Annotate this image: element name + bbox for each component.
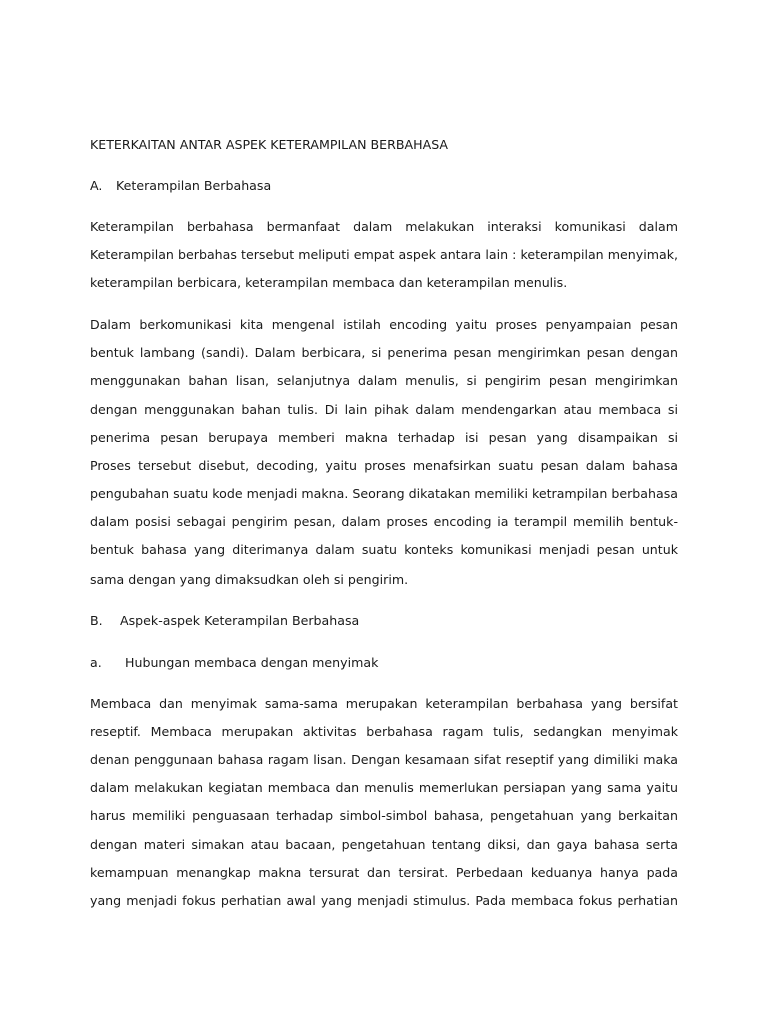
para2-line: menggunakan bahan lisan, selanjutnya dalam menulis, si pengirim pesan mengirimkan <box>90 373 678 388</box>
section-b-heading <box>90 612 359 630</box>
para3-line: dalam melakukan kegiatan membaca dan menulis memerlukan persiapan yang sama yaitu <box>90 780 678 795</box>
para2-line: sama dengan yang dimaksudkan oleh si pengirim. <box>90 572 409 587</box>
section-a-heading <box>90 177 271 195</box>
para3-line: harus memiliki penguasaan terhadap simbol-simbol bahasa, pengetahuan yang berkaitan <box>90 808 678 823</box>
section-b-marker: B. <box>90 613 103 628</box>
section-a-title: Keterampilan Berbahasa <box>116 178 272 193</box>
para3-line: Membaca dan menyimak sama-sama merupakan keterampilan berbahasa yang bersifat <box>90 696 678 711</box>
document-title: KETERKAITAN ANTAR ASPEK KETERAMPILAN BERBAHASA <box>90 137 449 152</box>
para2-line: dalam posisi sebagai pengirim pesan, dalam proses encoding ia terampil memilih bentuk- <box>90 514 678 529</box>
para1-line: Keterampilan berbahasa bermanfaat dalam melakukan interaksi komunikasi dalam <box>90 219 678 234</box>
para2-line: pengubahan suatu kode menjadi makna. Seorang dikatakan memiliki ketrampilan berbahasa <box>90 486 678 501</box>
subsection-a-heading <box>90 654 378 672</box>
section-b-title: Aspek-aspek Keterampilan Berbahasa <box>120 613 360 628</box>
subsection-a-marker: a. <box>90 655 102 670</box>
para3-line: yang menjadi fokus perhatian awal yang menjadi stimulus. Pada membaca fokus perhatian <box>90 893 678 908</box>
subsection-a-title: Hubungan membaca dengan menyimak <box>125 655 379 670</box>
para2-line: Proses tersebut disebut, decoding, yaitu proses menafsirkan suatu pesan dalam bahasa <box>90 458 678 473</box>
para3-line: kemampuan menangkap makna tersurat dan tersirat. Perbedaan keduanya hanya pada <box>90 865 678 880</box>
para1-line: keterampilan berbicara, keterampilan membaca dan keterampilan menulis. <box>90 275 568 290</box>
para1-line: Keterampilan berbahas tersebut meliputi empat aspek antara lain : keterampilan menyimak, <box>90 247 678 262</box>
document-page <box>90 0 678 1024</box>
para2-line: dengan menggunakan bahan tulis. Di lain pihak dalam mendengarkan atau membaca si <box>90 402 678 417</box>
section-a-marker: A. <box>90 178 103 193</box>
para2-line: bentuk bahasa yang diterimanya dalam suatu konteks komunikasi menjadi pesan untuk <box>90 542 678 557</box>
para3-line: reseptif. Membaca merupakan aktivitas berbahasa ragam tulis, sedangkan menyimak <box>90 724 678 739</box>
para3-line: denan penggunaan bahasa ragam lisan. Dengan kesamaan sifat reseptif yang dimiliki maka <box>90 752 678 767</box>
para3-line: dengan materi simakan atau bacaan, pengetahuan tentang diksi, dan gaya bahasa serta <box>90 837 678 852</box>
para2-line: bentuk lambang (sandi). Dalam berbicara, si penerima pesan mengirimkan pesan dengan <box>90 345 678 360</box>
para2-line: Dalam berkomunikasi kita mengenal istilah encoding yaitu proses penyampaian pesan <box>90 317 678 332</box>
para2-line: penerima pesan berupaya memberi makna terhadap isi pesan yang disampaikan si <box>90 430 678 445</box>
